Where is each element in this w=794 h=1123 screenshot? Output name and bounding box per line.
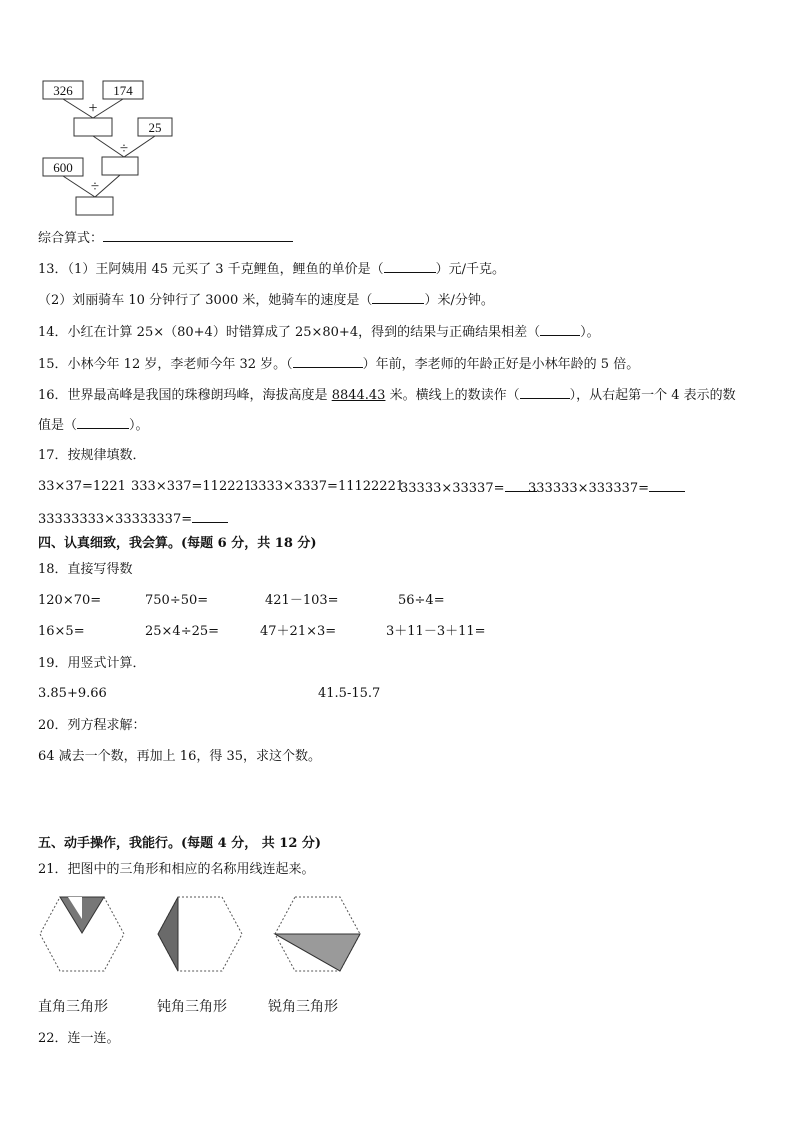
q17-expr-5-line — [528, 479, 685, 497]
q12-formula-label: 综合算式： — [38, 231, 104, 246]
plus-sign: + — [88, 100, 98, 117]
q13-line2 — [38, 291, 494, 309]
q13-blank-1[interactable] — [384, 260, 436, 273]
section4-title: 四、认真细致，我会算。(每题 6 分，共 18 分) — [38, 536, 317, 551]
q14-line — [38, 323, 600, 341]
q19-expr-b: 41.5-15.7 — [318, 686, 381, 701]
q17-expr-3: 3333×3337=11122221 — [250, 479, 405, 494]
q17-blank-5[interactable] — [649, 479, 685, 492]
q15-blank[interactable] — [293, 355, 363, 368]
q16-text-b: 米。横线上的数读作（ — [385, 388, 520, 403]
obtuse-triangle-shape — [158, 897, 178, 971]
q15-text-b: ）年前，李老师的年龄正好是小林年龄的 5 倍。 — [362, 357, 640, 372]
q19-title: 19．用竖式计算． — [38, 656, 146, 671]
box-result — [76, 197, 113, 215]
hexagon-figures — [38, 895, 368, 977]
q15-text-a: 15．小林今年 12 岁，李老师今年 32 岁。（ — [38, 357, 293, 372]
q13-line2-text-b: ）米/分钟。 — [424, 293, 494, 308]
section5-title: 五、动手操作，我能行。(每题 4 分， 共 12 分) — [38, 836, 322, 851]
q17-expr-2: 333×337=112221 — [131, 479, 253, 494]
q16-text-d: 值是（ — [38, 418, 78, 433]
q22-title: 22．连一连。 — [38, 1031, 120, 1046]
q17-blank-6[interactable] — [192, 510, 228, 523]
q16-line1 — [38, 386, 736, 404]
q16-line2 — [38, 416, 149, 434]
q18-r2-c2: 25×4÷25= — [145, 624, 220, 639]
q18-r1-c4: 56÷4= — [398, 593, 445, 608]
q18-r2-c3: 47＋21×3= — [260, 624, 337, 639]
q20-title: 20．列方程求解： — [38, 718, 146, 733]
q17-expr-1: 33×37=1221 — [38, 479, 126, 494]
num-326: 326 — [53, 83, 73, 98]
q17-expr-4-line — [400, 479, 537, 497]
acute-triangle-shape — [275, 934, 360, 971]
q17-expr-6: 33333333×33333337= — [38, 512, 193, 527]
q16-text-e: ）。 — [129, 418, 149, 433]
q13-line2-text-a: （2）刘丽骑车 10 分钟行了 3000 米，她骑车的速度是（ — [38, 293, 373, 308]
q16-text-a: 16．世界最高峰是我国的珠穆朗玛峰，海拔高度是 — [38, 388, 332, 403]
q16-height-value: 8844.43 — [331, 388, 386, 403]
q13-blank-2[interactable] — [372, 291, 424, 304]
q14-blank[interactable] — [540, 323, 580, 336]
q13-line1 — [38, 260, 505, 278]
q16-text-c: ），从右起第一个 4 表示的数 — [569, 388, 736, 403]
label-acute-triangle: 锐角三角形 — [268, 999, 338, 1015]
divide-sign-1: ÷ — [119, 141, 129, 157]
calculation-tree-diagram — [38, 78, 178, 218]
q19-expr-a: 3.85+9.66 — [38, 686, 107, 701]
q17-expr-6-line — [38, 510, 228, 528]
q15-line — [38, 355, 639, 373]
q17-expr-5: 333333×333337= — [528, 481, 650, 496]
q17-expr-4: 33333×33337= — [400, 481, 505, 496]
q18-r2-c1: 16×5= — [38, 624, 85, 639]
q16-blank-1[interactable] — [520, 386, 570, 399]
label-right-triangle: 直角三角形 — [38, 999, 108, 1015]
num-25: 25 — [148, 120, 162, 135]
divide-sign-2: ÷ — [90, 179, 100, 195]
q18-r1-c3: 421－103= — [265, 593, 339, 608]
q12-formula-line — [38, 229, 293, 247]
box-sum — [74, 118, 112, 136]
q13-line1-text-b: ）元/千克。 — [435, 262, 506, 277]
q14-text-b: ）。 — [580, 325, 600, 340]
box-quotient-1 — [102, 157, 138, 175]
q12-formula-blank[interactable] — [103, 229, 293, 242]
q17-title: 17．按规律填数． — [38, 448, 146, 463]
q16-blank-2[interactable] — [77, 416, 129, 429]
q18-r1-c1: 120×70= — [38, 593, 102, 608]
num-174: 174 — [113, 83, 133, 98]
q14-text-a: 14．小红在计算 25×（80+4）时错算成了 25×80+4，得到的结果与正确结果相差（ — [38, 325, 541, 340]
label-obtuse-triangle: 钝角三角形 — [157, 999, 227, 1015]
num-600: 600 — [53, 160, 73, 175]
q21-title: 21．把图中的三角形和相应的名称用线连起来。 — [38, 862, 315, 877]
q18-title: 18．直接写得数 — [38, 562, 133, 577]
q18-r1-c2: 750÷50= — [145, 593, 209, 608]
q20-text: 64 减去一个数，再加上 16，得 35，求这个数。 — [38, 749, 322, 764]
q13-line1-text-a: 13．（1）王阿姨用 45 元买了 3 千克鲤鱼，鲤鱼的单价是（ — [38, 262, 384, 277]
q18-r2-c4: 3＋11－3＋11= — [386, 624, 486, 639]
